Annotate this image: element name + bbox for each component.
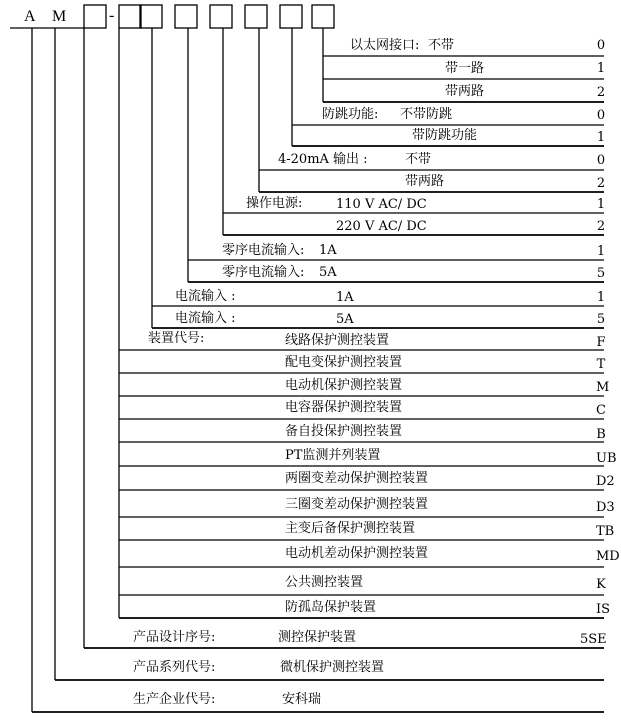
device-opt-6-label: 两圈变差动保护测控装置 xyxy=(285,471,429,486)
series-label: 微机保护测控装置 xyxy=(280,660,385,675)
analog-out-opt-0-label: 不带 xyxy=(405,152,432,167)
zero-seq-opt-1-code: 5 xyxy=(596,266,606,281)
header-dash: - xyxy=(109,7,115,24)
device-opt-11-label: 防孤岛保护装置 xyxy=(285,600,377,615)
device-opt-5-code: UB xyxy=(596,451,617,466)
ethernet-title: 以太网接口: xyxy=(350,38,420,53)
device-opt-8-code: TB xyxy=(596,524,615,539)
zero-seq-opt-1-title: 零序电流输入: xyxy=(222,265,305,280)
device-opt-7-code: D3 xyxy=(596,500,615,515)
anti-jump-opt-1-label: 带防跳功能 xyxy=(412,128,478,143)
device-opt-11-code: IS xyxy=(596,602,611,617)
analog-out-opt-0-code: 0 xyxy=(596,153,606,168)
ethernet-opt-2-label: 带两路 xyxy=(445,84,485,99)
device-opt-7-label: 三圈变差动保护测控装置 xyxy=(285,497,429,512)
design-seq-title: 产品设计序号: xyxy=(133,630,216,645)
device-opt-3-label: 电容器保护测控装置 xyxy=(285,400,403,415)
device-opt-10-label: 公共测控装置 xyxy=(285,575,364,590)
anti-jump-opt-0-code: 0 xyxy=(596,108,606,123)
power-opt-0-code: 1 xyxy=(596,197,606,212)
design-seq-label: 测控保护装置 xyxy=(278,630,357,645)
current-opt-0-title: 电流输入 : xyxy=(175,289,236,304)
ethernet-opt-1-label: 带一路 xyxy=(445,61,485,76)
device-code-title: 装置代号: xyxy=(148,331,205,346)
company-title: 生产企业代号: xyxy=(133,692,216,707)
current-opt-0-label: 1A xyxy=(336,290,354,305)
zero-seq-opt-1-label: 5A xyxy=(319,265,337,280)
company-label: 安科瑞 xyxy=(282,692,322,707)
ethernet-opt-0-code: 0 xyxy=(596,38,606,53)
anti-jump-opt-1-code: 1 xyxy=(596,130,606,145)
device-opt-8-label: 主变后备保护测控装置 xyxy=(285,521,416,536)
power-opt-1-code: 2 xyxy=(596,219,606,234)
analog-out-opt-1-code: 2 xyxy=(596,176,606,191)
zero-seq-opt-0-title: 零序电流输入: xyxy=(222,243,305,258)
current-opt-1-title: 电流输入 : xyxy=(175,311,236,326)
power-title: 操作电源: xyxy=(246,196,303,211)
ethernet-opt-1-code: 1 xyxy=(596,61,606,76)
power-opt-1-label: 220 V AC/ DC xyxy=(336,219,427,234)
letter-a: A xyxy=(24,8,36,25)
anti-jump-title: 防跳功能: xyxy=(322,107,379,122)
current-opt-1-code: 5 xyxy=(596,312,606,327)
power-opt-0-label: 110 V AC/ DC xyxy=(336,197,427,212)
device-opt-6-code: D2 xyxy=(596,474,615,489)
device-opt-9-label: 电动机差动保护测控装置 xyxy=(285,546,429,561)
analog-out-opt-1-label: 带两路 xyxy=(405,174,445,189)
device-opt-0-code: F xyxy=(596,335,606,350)
analog-out-title: 4-20mA 输出 : xyxy=(278,152,368,167)
device-opt-2-code: M xyxy=(596,380,610,395)
ethernet-opt-2-code: 2 xyxy=(596,85,606,100)
device-opt-4-code: B xyxy=(596,427,606,442)
zero-seq-opt-0-code: 1 xyxy=(596,244,606,259)
device-opt-9-code: MD xyxy=(596,549,620,564)
zero-seq-opt-0-label: 1A xyxy=(319,243,337,258)
device-opt-1-code: T xyxy=(596,357,606,372)
device-opt-0-label: 线路保护测控装置 xyxy=(285,333,390,348)
ethernet-opt-0-label: 不带 xyxy=(428,38,455,53)
anti-jump-opt-0-label: 不带防跳 xyxy=(400,107,453,122)
design-seq-code: 5SE xyxy=(580,632,607,647)
letter-m: M xyxy=(52,8,67,25)
device-opt-5-label: PT监测并列装置 xyxy=(285,448,381,463)
device-opt-1-label: 配电变保护测控装置 xyxy=(285,355,403,370)
device-opt-10-code: K xyxy=(596,577,606,592)
device-opt-2-label: 电动机保护测控装置 xyxy=(285,378,403,393)
series-title: 产品系列代号: xyxy=(133,660,216,675)
current-opt-0-code: 1 xyxy=(596,290,606,305)
device-opt-3-code: C xyxy=(596,403,606,418)
current-opt-1-label: 5A xyxy=(336,312,354,327)
device-opt-4-label: 备自投保护测控装置 xyxy=(285,424,403,439)
